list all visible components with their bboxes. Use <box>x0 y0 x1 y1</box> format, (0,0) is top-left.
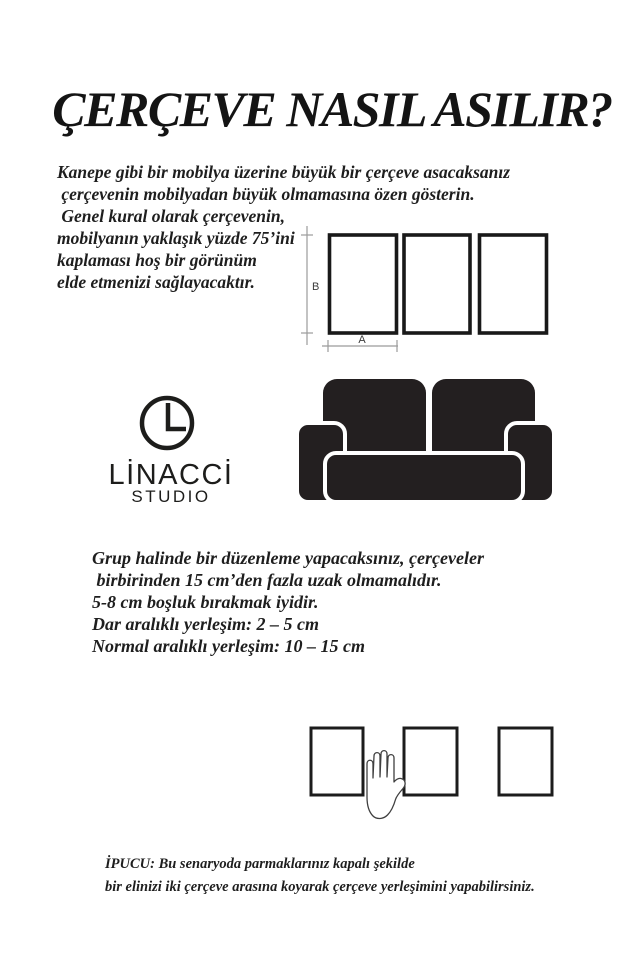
spacing-line: Normal aralıklı yerleşim: 10 – 15 cm <box>92 636 365 656</box>
page-title: ÇERÇEVE NASIL ASILIR? <box>52 81 612 137</box>
tip-line: bir elinizi iki çerçeve arasına koyarak çerçeve yerleşimini yapabilirsiniz. <box>105 878 535 895</box>
intro-line: çerçevenin mobilyadan büyük olmamasına özen gösterin. <box>57 184 475 204</box>
intro-line: kaplaması hoş bir görünüm <box>57 250 257 270</box>
clock-icon <box>138 394 196 452</box>
sofa-icon <box>293 376 558 506</box>
frame-rect <box>480 235 547 333</box>
tip-paragraph <box>105 853 535 898</box>
intro-line: Kanepe gibi bir mobilya üzerine büyük bir çerçeve asacaksanız <box>57 162 511 182</box>
frame-rect <box>499 728 552 795</box>
hand-spacing-diagram <box>305 720 560 838</box>
frame-rect <box>404 728 457 795</box>
spacing-line: Grup halinde bir düzenleme yapacaksınız, çerçeveler <box>92 548 484 568</box>
frame-size-diagram <box>300 218 560 354</box>
brand-subtitle: STUDIO <box>131 487 211 506</box>
frame-rect <box>404 235 470 333</box>
intro-line: elde etmenizi sağlayacaktır. <box>57 272 255 292</box>
sofa-seat-cushion <box>325 453 523 502</box>
intro-line: mobilyanın yaklaşık yüzde 75’ini <box>57 228 295 248</box>
spacing-line: 5-8 cm boşluk bırakmak iyidir. <box>92 592 319 612</box>
brand-name: LİNACCİ <box>108 459 234 491</box>
spacing-line: birbirinden 15 cm’den fazla uzak olmamalıdır. <box>92 570 442 590</box>
frame-group <box>330 235 547 333</box>
spacing-paragraph <box>92 547 484 657</box>
frame-rect <box>330 235 397 333</box>
width-dimension-label: A <box>358 334 366 346</box>
hand-icon <box>367 751 405 819</box>
tip-line: İPUCU: Bu senaryoda parmaklarınız kapalı şekilde <box>105 856 415 872</box>
spacing-line: Dar aralıklı yerleşim: 2 – 5 cm <box>92 614 319 634</box>
intro-line: Genel kural olarak çerçevenin, <box>57 206 285 226</box>
frame-rect <box>311 728 363 795</box>
height-dimension-label: B <box>312 281 320 293</box>
frame-group <box>311 728 552 795</box>
